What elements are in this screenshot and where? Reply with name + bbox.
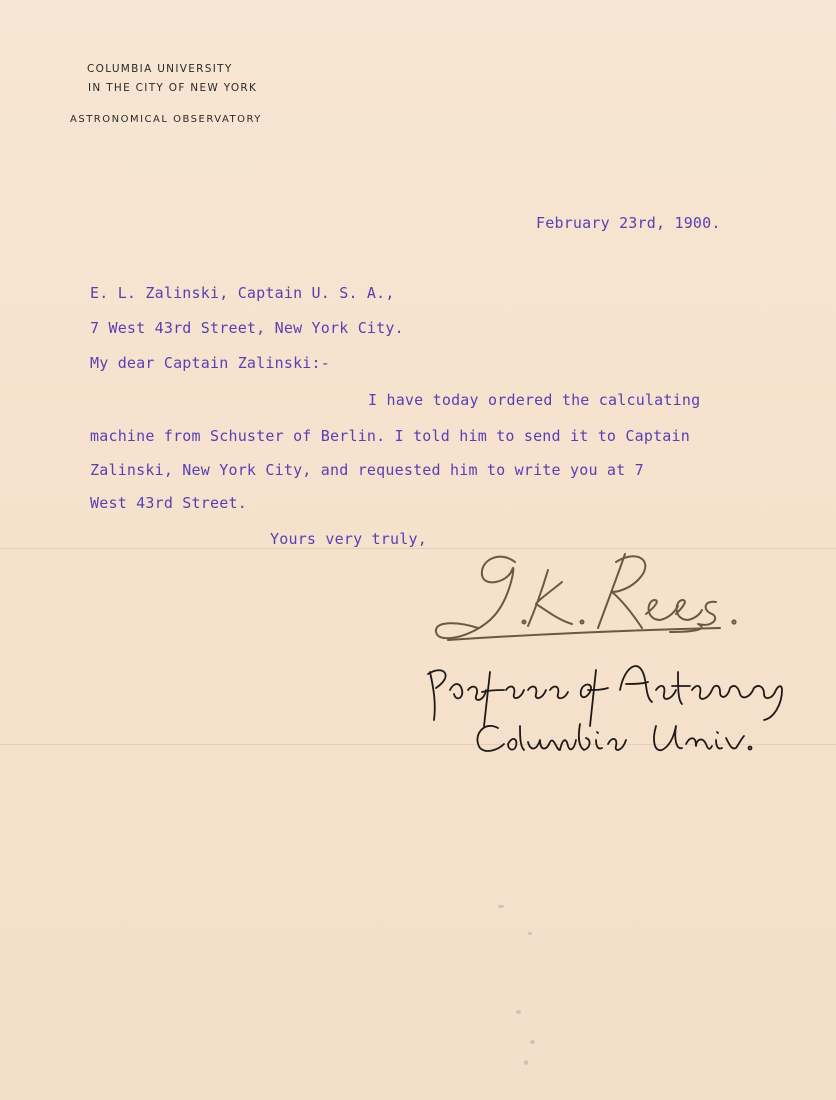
paper-blemish xyxy=(524,1060,528,1065)
paper-blemish xyxy=(528,932,532,935)
body-line: machine from Schuster of Berlin. I told him to send it to Captain xyxy=(90,427,690,445)
handwritten-signature xyxy=(420,540,800,765)
letterhead-city: IN THE CITY OF NEW YORK xyxy=(88,82,258,94)
recipient-address: 7 West 43rd Street, New York City. xyxy=(90,319,404,337)
paper-blemish xyxy=(516,1010,521,1014)
body-line: I have today ordered the calculating xyxy=(368,391,701,409)
letterhead-university: COLUMBIA UNIVERSITY xyxy=(87,63,233,75)
salutation: My dear Captain Zalinski:- xyxy=(90,354,330,372)
closing: Yours very truly, xyxy=(270,530,427,548)
paper-blemish xyxy=(498,905,504,908)
paper-blemish xyxy=(530,1040,535,1044)
body-line: West 43rd Street. xyxy=(90,494,247,512)
recipient-name: E. L. Zalinski, Captain U. S. A., xyxy=(90,284,395,302)
letter-date: February 23rd, 1900. xyxy=(536,214,721,232)
letterhead-observatory: ASTRONOMICAL OBSERVATORY xyxy=(70,114,262,125)
body-line: Zalinski, New York City, and requested him to write you at 7 xyxy=(90,461,644,479)
